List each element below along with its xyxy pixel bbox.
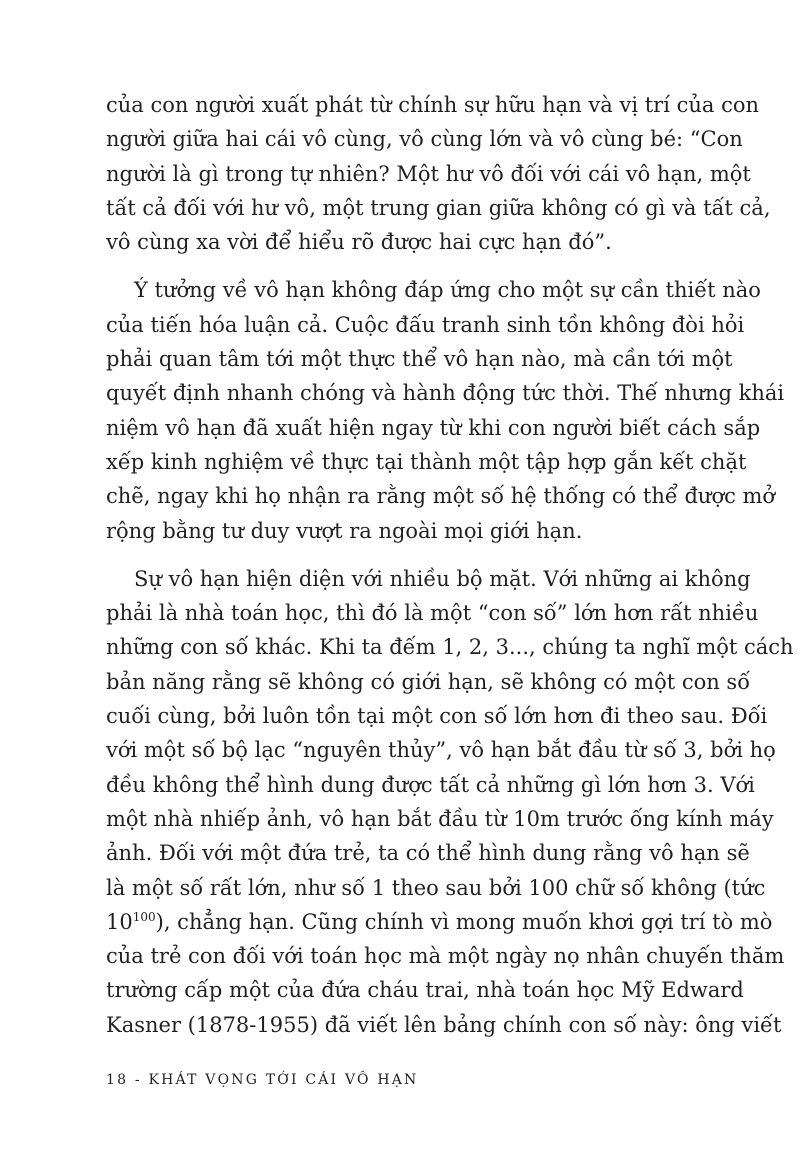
page-number: 18 [106,1072,129,1088]
text-line: người giữa hai cái vô cùng, vô cùng lớn và vô cùng bé: “Con [106,127,743,152]
paragraph-2 [106,273,785,547]
power-exponent: 100 [132,909,156,924]
text-line: người là gì trong tự nhiên? Một hư vô đối với cái vô hạn, một [106,161,751,186]
text-line: quyết định nhanh chóng và hành động tức thời. Thế nhưng khái [106,381,785,406]
text-line: xếp kinh nghiệm về thực tại thành một tập hợp gắn kết chặt [106,449,747,474]
text-line: Sự vô hạn hiện diện với nhiều bộ mặt. Với những ai không [134,566,751,591]
text-line: những con số khác. Khi ta đếm 1, 2, 3..., chúng ta nghĩ một cách [106,635,794,660]
text-line: của trẻ con đối với toán học mà một ngày nọ nhân chuyến thăm [106,944,785,969]
text-line: trường cấp một của đứa cháu trai, nhà toán học Mỹ Edward [106,978,744,1003]
text-line: Ý tưởng về vô hạn không đáp ứng cho một sự cần thiết nào [134,278,761,303]
page-footer [106,1072,419,1088]
power-line-rest: ), chẳng hạn. Cũng chính vì mong muốn khơi gợi trí tò mò [155,909,773,934]
text-line: phải quan tâm tới một thực thể vô hạn nào, mà cần tới một [106,347,733,372]
text-line: niệm vô hạn đã xuất hiện ngay từ khi con người biết cách sắp [106,415,761,440]
text-line: của tiến hóa luận cả. Cuộc đấu tranh sinh tồn không đòi hỏi [106,312,745,337]
paragraph-1 [106,88,771,259]
text-line: tất cả đối với hư vô, một trung gian giữa không có gì và tất cả, [106,195,771,220]
text-line: vô cùng xa vời để hiểu rõ được hai cực hạn đó”. [106,230,612,255]
text-line: một nhà nhiếp ảnh, vô hạn bắt đầu từ 10m trước ống kính máy [106,806,774,831]
text-line: với một số bộ lạc “nguyên thủy”, vô hạn bắt đầu từ số 3, bởi họ [106,738,776,763]
text-line: rộng bằng tư duy vượt ra ngoài mọi giới hạn. [106,518,583,543]
text-line-with-power [106,905,773,939]
text-line: Kasner (1878-1955) đã viết lên bảng chính con số này: ông viết [106,1012,782,1037]
text-line: của con người xuất phát từ chính sự hữu hạn và vị trí của con [106,93,759,117]
power-base: 10 [106,909,133,934]
footer-separator: - [134,1072,142,1088]
running-title: KHÁT VỌNG TỚI CÁI VÔ HẠN [148,1072,419,1088]
text-line: cuối cùng, bởi luôn tồn tại một con số lớn hơn đi theo sau. Đối [106,704,768,729]
paragraph-3 [106,562,794,1042]
text-line: là một số rất lớn, như số 1 theo sau bởi 100 chữ số không (tức [106,875,766,900]
text-line: chẽ, ngay khi họ nhận ra rằng một số hệ thống có thể được mở [106,484,776,509]
text-line: đều không thể hình dung được tất cả những gì lớn hơn 3. Với [106,772,755,797]
text-line: ảnh. Đối với một đứa trẻ, ta có thể hình dung rằng vô hạn sẽ [106,841,750,866]
body-text [106,88,794,1056]
text-line: bản năng rằng sẽ không có giới hạn, sẽ không có một con số [106,669,751,694]
text-line: phải là nhà toán học, thì đó là một “con số” lớn hơn rất nhiều [106,601,759,626]
